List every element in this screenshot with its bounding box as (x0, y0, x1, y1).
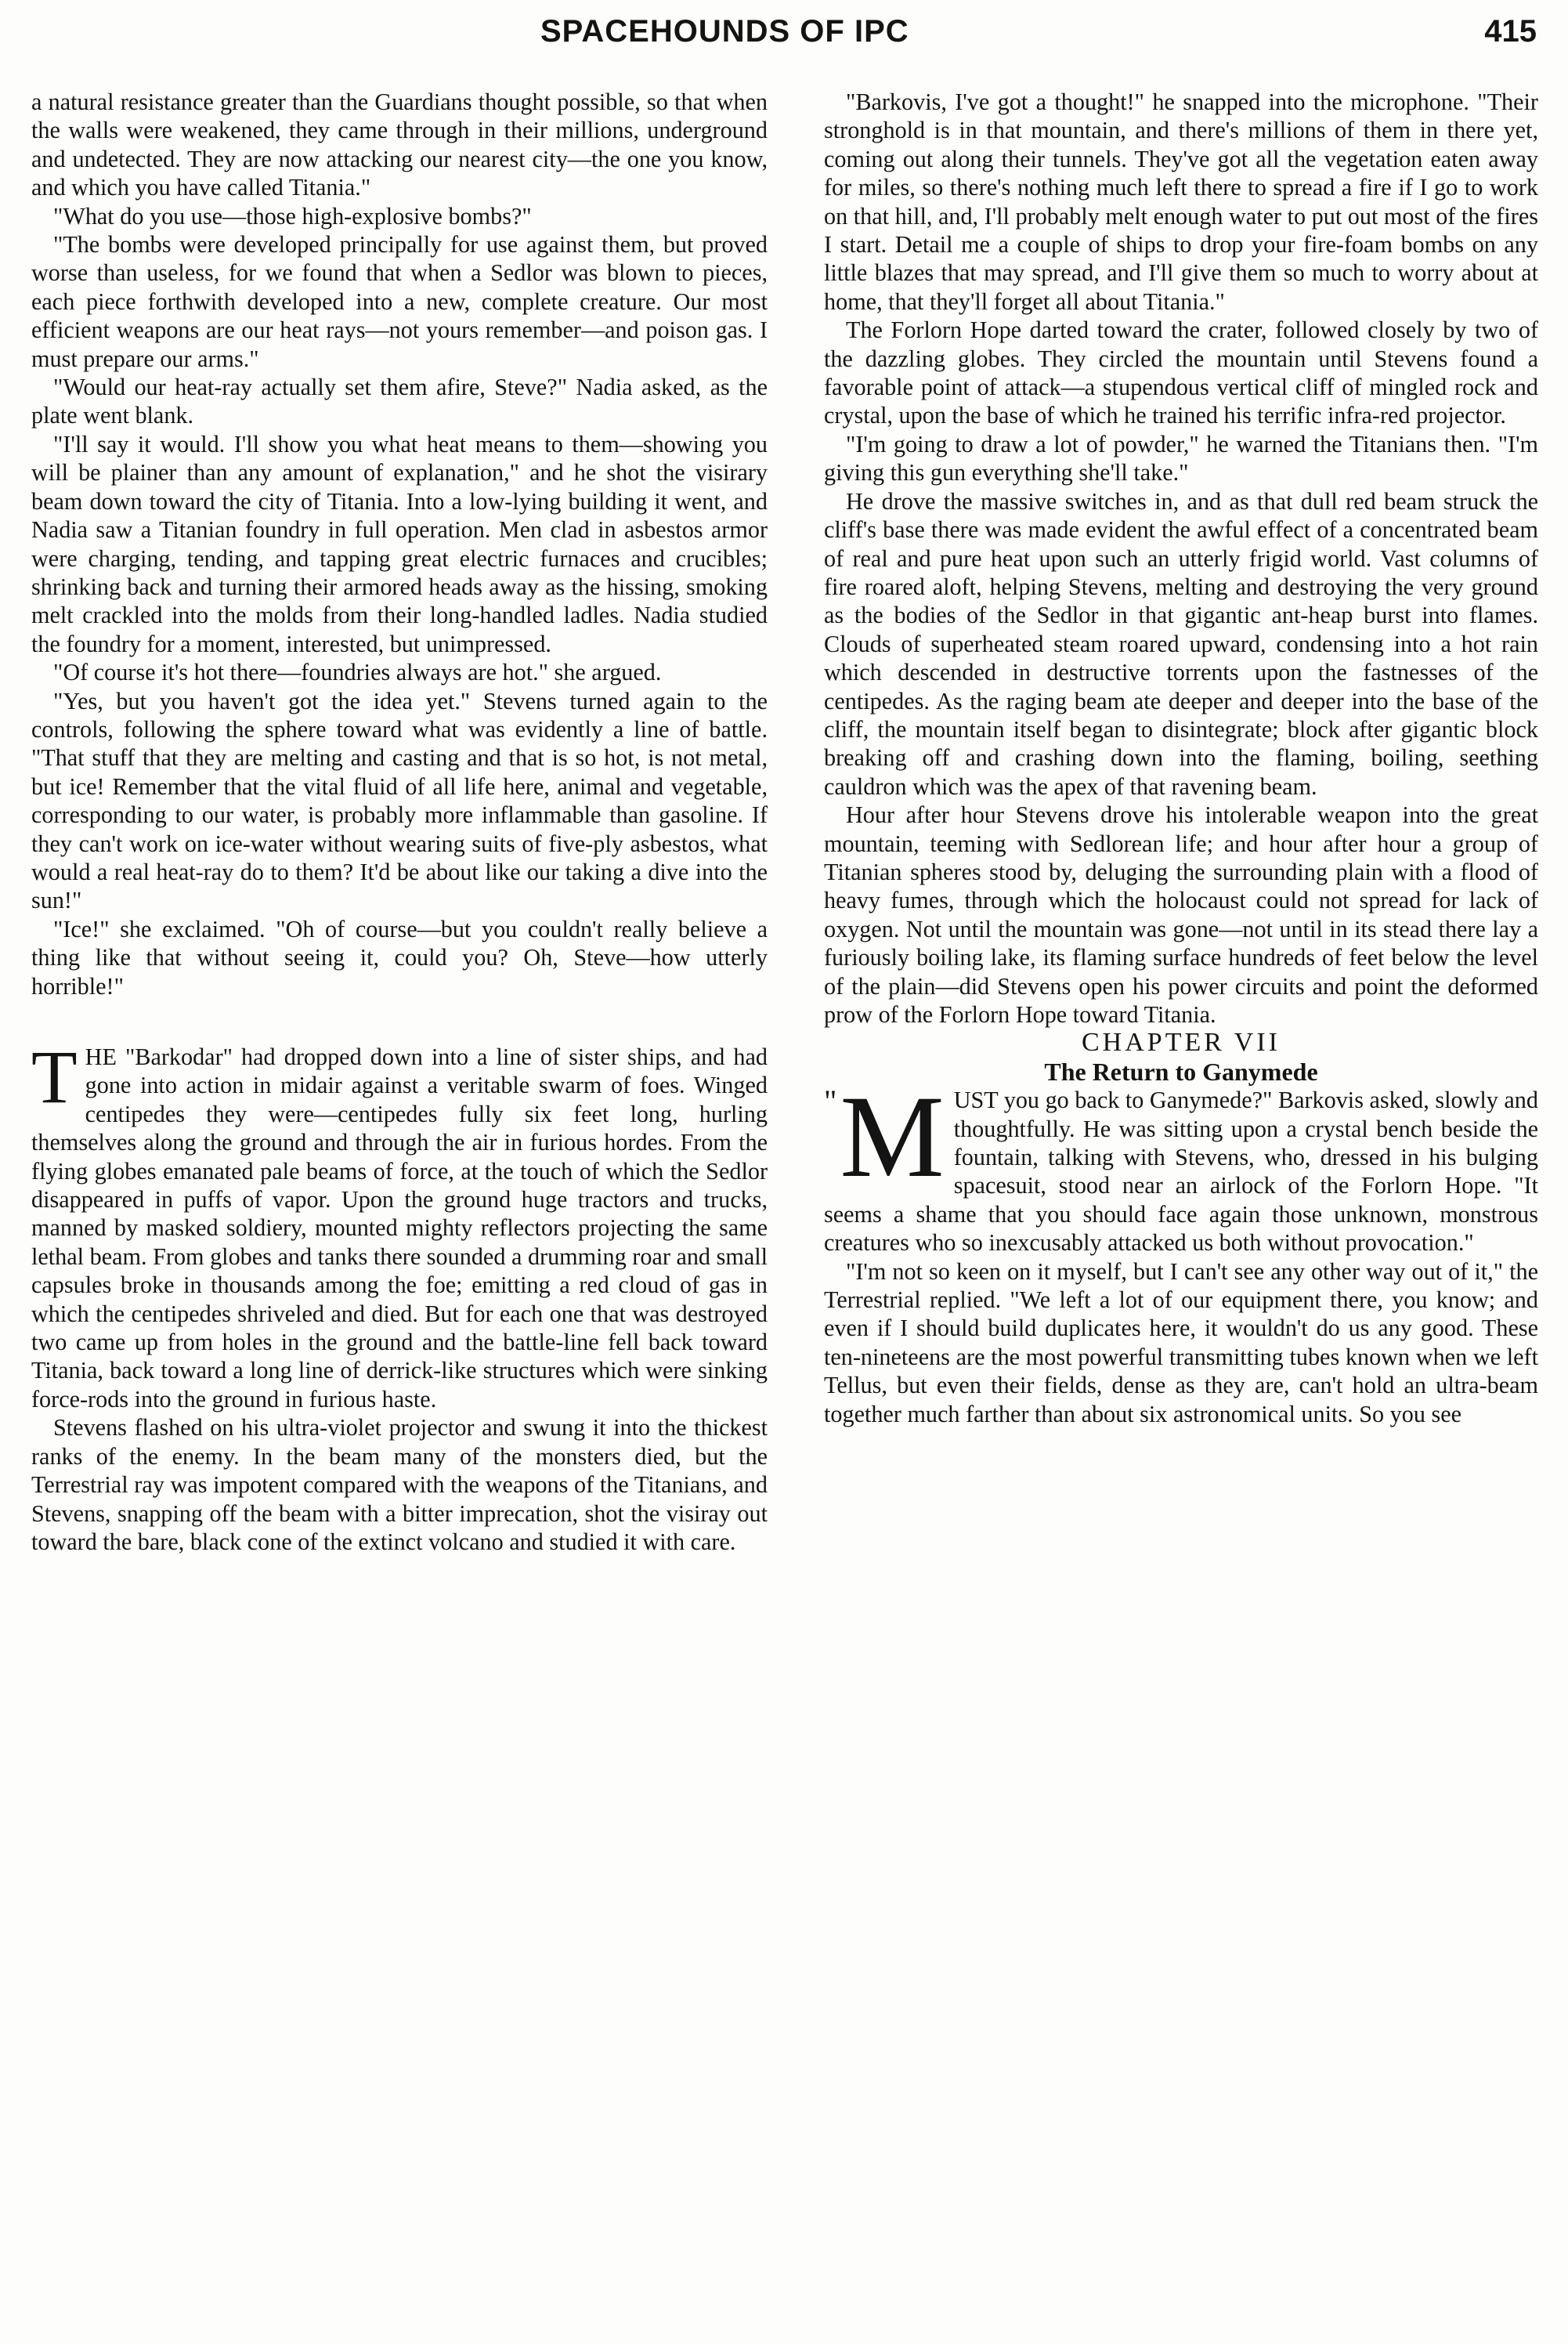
paragraph: "Yes, but you haven't got the idea yet." Stevens turned again to the controls, following the sphere toward what was evidently a line of battle. "That stuff that they are melting and casting and that is so hot, is not metal, but ice! Remember that the vital fluid of all life here, animal and vegetable, corresponding to our water, is probably more inflammable than gasoline. If they can't work on ice-water without wearing suits of five-ply asbestos, what would a real heat-ray do to them? It'd be about like our taking a dive into the sun!" (31, 687, 768, 914)
paragraph: He drove the massive switches in, and as that dull red beam struck the cliff's base there was made evident the awful effect of a concentrated beam of real and pure heat upon such an utterly frigid world. Vast columns of fire roared aloft, helping Stevens, melting and destroying the very ground as the bodies of the Sedlor in that gigantic ant-heap burst into flames. Clouds of superheated steam roared upward, condensing into a hot rain which descended in destructive torrents upon the fastnesses of the centipedes. As the raging beam ate deeper and deeper into the base of the cliff, the mountain itself began to disintegrate; block after gigantic block breaking off and crashing down into the flaming, boiling, seething cauldron which was the apex of that ravening beam. (824, 487, 1538, 800)
right-column (824, 88, 1538, 1428)
chapter-heading: CHAPTER VII (1082, 1028, 1281, 1058)
paragraph: "Would our heat-ray actually set them afire, Steve?" Nadia asked, as the plate went blank. (31, 374, 768, 429)
dropcap-paragraph-text: UST you go back to Ganymede?" Barkovis asked, slowly and thoughtfully. He was sitting upon a crystal bench beside the fountain, talking with Stevens, who, dressed in his bulging spacesuit, stood near an airlock of the Forlorn Hope. "It seems a shame that you should face again those unknown, monstrous creatures who so inexcusably attacked us both without provocation." (824, 1087, 1538, 1257)
dropcap-paragraph-text: HE "Barkodar" had dropped down into a line of sister ships, and had gone into action in midair against a veritable swarm of foes. Winged centipedes they were—centipedes fully six feet long, hurling themselves along the ground and through the air in furious hordes. From the flying globes emanated pale beams of force, at the touch of which the Sedlor disappeared in puffs of vapor. Upon the ground huge tractors and trucks, manned by masked soldiery, mounted mighty reflectors projecting the same lethal beam. From globes and tanks there sounded a drumming roar and small capsules broke in thousands among the foe; emitting a red cloud of gas in which the centipedes shriveled and died. But for each one that was destroyed two came up from holes in the ground and the battle-line fell back toward Titania, back toward a long line of derrick-like structures which were sinking force-rods into the ground in furious haste. (31, 1044, 768, 1413)
paragraph: "Of course it's hot there—foundries always are hot." she argued. (53, 659, 662, 686)
paragraph: "Barkovis, I've got a thought!" he snapped into the microphone. "Their stronghold is in that mountain, and there's millions of them in there yet, coming out along their tunnels. They've got all the vegetation eaten away for miles, so there's nothing much left there to spread a fire if I go to work on that hill, and, I'll probably melt enough water to put out most of the fires I start. Detail me a couple of ships to drop your fire-foam bombs on any little blazes that may spread, and I'll give them so much to worry about at home, that they'll forget all about Titania." (824, 89, 1538, 315)
page-number: 415 (1484, 14, 1537, 49)
running-title: SPACEHOUNDS OF IPC (540, 14, 909, 49)
opening-quote: " (824, 1083, 837, 1120)
chapter-title: The Return to Ganymede (1044, 1057, 1318, 1086)
paragraph: "I'm going to draw a lot of powder," he warned the Titanians then. "I'm giving this gun everything she'll take." (824, 430, 1538, 487)
paragraph: "What do you use—those high-explosive bombs?" (53, 202, 532, 230)
paragraph: The Forlorn Hope darted toward the crater, followed closely by two of the dazzling globes. They circled the mountain until Stevens found a favorable point of attack—a stupendous vertical cliff of mingled rock and crystal, upon the base of which he trained his terrific infra-red projector. (824, 317, 1538, 429)
paragraph: "I'm not so keen on it myself, but I can't see any other way out of it," the Terrestrial replied. "We left a lot of our equipment there, you know; and even if I should build duplicates here, it wouldn't do us any good. These ten-nineteens are the most powerful transmitting tubes known when we left Tellus, but even their fields, dense as they are, can't hold an ultra-beam together much farther than about six astronomical units. So you see (824, 1257, 1538, 1427)
paragraph: Hour after hour Stevens drove his intolerable weapon into the great mountain, teeming with Sedlorean life; and hour after hour a group of Titanian spheres stood by, deluging the surrounding plain with a flood of heavy fumes, through which the holocaust could not spread for lack of oxygen. Not until the mountain was gone—not until in its stead there lay a furiously boiling lake, its flaming surface hundreds of feet below the level of the plain—did Stevens open his power circuits and point the deformed prow of the Forlorn Hope toward Titania. (824, 801, 1538, 1028)
paragraph: a natural resistance greater than the Guardians thought possible, so that when the walls were weakened, they came through in their millions, underground and undetected. They are now attacking our nearest city—the one you know, and which you have called Titania." (31, 89, 768, 201)
dropcap-paragraph (824, 1072, 1538, 1257)
drop-cap: M (840, 1072, 945, 1203)
section-break (31, 1000, 768, 1043)
paragraph: "I'll say it would. I'll show you what heat means to them—showing you will be plainer than any amount of explanation," and he shot the visirary beam down toward the city of Titania. Into a low-lying building it went, and Nadia saw a Titanian foundry in full operation. Men clad in asbestos armor were charging, tending, and tapping great electric furnaces and crucibles; shrinking back and turning their armored heads away as the hissing, smoking melt crackled into the molds from their long-handled ladles. Nadia studied the foundry for a moment, interested, but unimpressed. (31, 430, 768, 657)
left-column (31, 88, 768, 1556)
dropcap-paragraph (31, 1035, 768, 1413)
paragraph: "Ice!" she exclaimed. "Oh of course—but you couldn't really believe a thing like that without seeing it, could you? Oh, Steve—how utterly horrible!" (31, 915, 768, 1000)
drop-cap: T (31, 1035, 78, 1119)
page-header (0, 14, 1568, 61)
paragraph: Stevens flashed on his ultra-violet projector and swung it into the thickest ranks of the enemy. In the beam many of the monsters died, but the Terrestrial ray was impotent compared with the weapons of the Titanians, and Stevens, snapping off the beam with a bitter imprecation, shot the visiray out toward the bare, black cone of the extinct volcano and studied it with care. (31, 1414, 768, 1555)
paragraph: "The bombs were developed principally for use against them, but proved worse than useless, for we found that when a Sedlor was blown to pieces, each piece forthwith developed into a new, complete creature. Our most efficient weapons are our heat rays—not yours remember—and poison gas. I must prepare our arms." (31, 231, 768, 372)
